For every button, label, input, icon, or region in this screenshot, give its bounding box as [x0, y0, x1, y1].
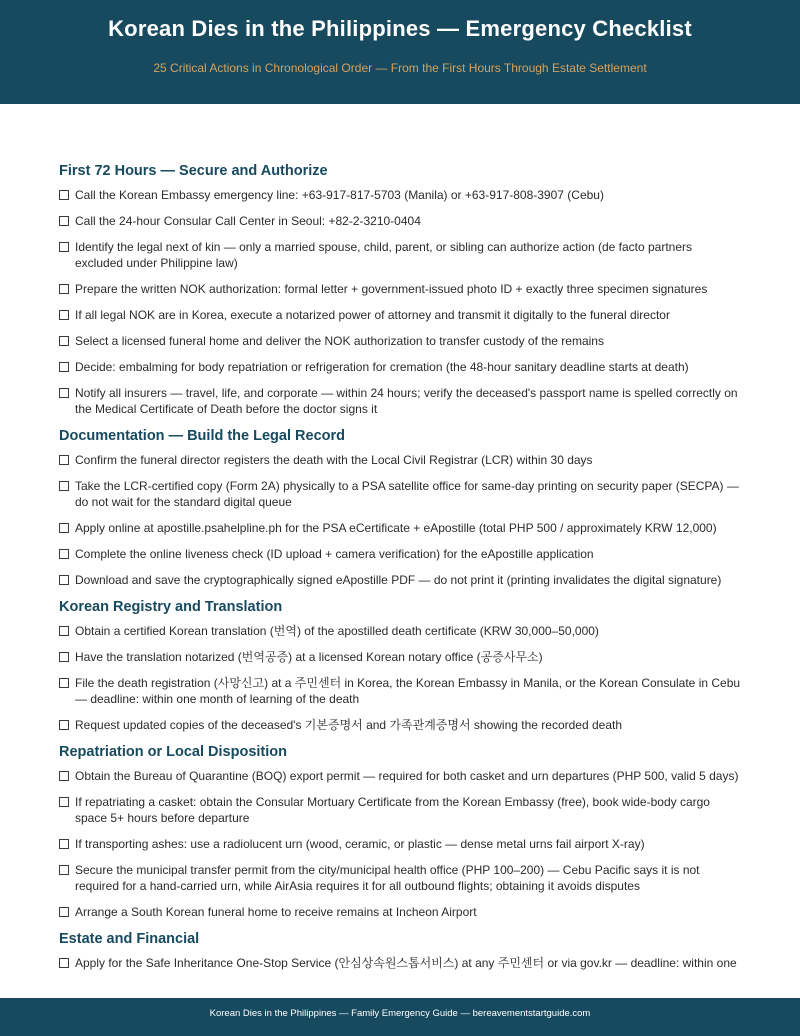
checkbox-icon[interactable]: [59, 652, 69, 662]
checklist-item: [59, 520, 743, 536]
checklist-section: [59, 162, 743, 417]
checklist-item-text: Have the translation notarized (번역공증) at a licensed Korean notary office (공증사무소): [75, 650, 543, 664]
checklist-item: [59, 478, 743, 510]
section-title: First 72 Hours — Secure and Authorize: [59, 163, 328, 179]
checklist-item: [59, 623, 743, 639]
checklist-item: [59, 187, 743, 203]
checkbox-icon[interactable]: [59, 481, 69, 491]
checklist-items: [59, 955, 743, 971]
checklist-item-text: Call the 24-hour Consular Call Center in Seoul: +82-2-3210-0404: [75, 214, 421, 228]
checklist-content: [59, 162, 743, 981]
checklist-item-text: Obtain a certified Korean translation (번역) of the apostilled death certificate (KRW 30,000–50,000): [75, 624, 599, 638]
page-header: [0, 0, 800, 104]
checklist-section: [59, 598, 743, 733]
footer-text: Korean Dies in the Philippines — Family Emergency Guide — bereavementstartguide.com: [209, 1008, 591, 1019]
checklist-item: [59, 333, 743, 349]
checklist-item-text: Arrange a South Korean funeral home to receive remains at Incheon Airport: [75, 905, 477, 919]
checklist-item: [59, 546, 743, 562]
checklist-item-text: Prepare the written NOK authorization: formal letter + government-issued photo ID + exactly three specimen signatures: [75, 282, 708, 296]
checklist-item-text: Obtain the Bureau of Quarantine (BOQ) export permit — required for both casket and urn departures (PHP 500, valid 5 days): [75, 769, 739, 783]
checkbox-icon[interactable]: [59, 720, 69, 730]
checklist-item: [59, 768, 743, 784]
checkbox-icon[interactable]: [59, 284, 69, 294]
section-title: Korean Registry and Translation: [59, 599, 283, 615]
checkbox-icon[interactable]: [59, 797, 69, 807]
checklist-item: [59, 649, 743, 665]
checkbox-icon[interactable]: [59, 771, 69, 781]
checklist-item-text: Call the Korean Embassy emergency line: +63-917-817-5703 (Manila) or +63-917-808-3907 (Cebu): [75, 188, 604, 202]
checklist-items: [59, 623, 743, 733]
checklist-item: [59, 452, 743, 468]
checklist-item: [59, 717, 743, 733]
checkbox-icon[interactable]: [59, 575, 69, 585]
checkbox-icon[interactable]: [59, 242, 69, 252]
section-title: Documentation — Build the Legal Record: [59, 428, 345, 444]
checklist-item-text: Secure the municipal transfer permit from the city/municipal health office (PHP 100–200) — Cebu Pacific says it is not required for a hand-carried urn, while AirAsia requires it for all outbound flights; obtaining it avoids disputes: [75, 863, 700, 893]
checkbox-icon[interactable]: [59, 958, 69, 968]
checklist-item: [59, 836, 743, 852]
checkbox-icon[interactable]: [59, 907, 69, 917]
page-footer: [0, 998, 800, 1036]
checkbox-icon[interactable]: [59, 626, 69, 636]
checklist-item: [59, 385, 743, 417]
checklist-item: [59, 862, 743, 894]
checklist-item-text: File the death registration (사망신고) at a 주민센터 in Korea, the Korean Embassy in Manila, or the Korean Consulate in Cebu — deadline: within one month of learning of the death: [75, 676, 741, 706]
checklist-item: [59, 281, 743, 297]
checklist-item-text: Select a licensed funeral home and deliver the NOK authorization to transfer custody of the remains: [75, 334, 604, 348]
checkbox-icon[interactable]: [59, 523, 69, 533]
checklist-item-text: Download and save the cryptographically signed eApostille PDF — do not print it (printing invalidates the digital signature): [75, 573, 722, 587]
checklist-item-text: If repatriating a casket: obtain the Consular Mortuary Certificate from the Korean Embassy (free), book wide-body cargo space 5+ hours before departure: [75, 795, 710, 825]
checklist-item: [59, 675, 743, 707]
checkbox-icon[interactable]: [59, 678, 69, 688]
section-title: Repatriation or Local Disposition: [59, 744, 287, 760]
checklist-item-text: If all legal NOK are in Korea, execute a notarized power of attorney and transmit it digitally to the funeral director: [75, 308, 670, 322]
checkbox-icon[interactable]: [59, 549, 69, 559]
checklist-item: [59, 904, 743, 920]
checklist-item-text: Request updated copies of the deceased's 기본증명서 and 가족관계증명서 showing the recorded death: [75, 718, 623, 732]
checklist-items: [59, 187, 743, 417]
section-title: Estate and Financial: [59, 931, 200, 947]
checklist-section: [59, 427, 743, 588]
checklist-item-text: Complete the online liveness check (ID upload + camera verification) for the eApostille application: [75, 547, 594, 561]
checklist-section: [59, 930, 743, 971]
checkbox-icon[interactable]: [59, 455, 69, 465]
checklist-item-text: Apply for the Safe Inheritance One-Stop Service (안심상속원스톱서비스) at any 주민센터 or via gov.kr — deadline: within one: [75, 956, 737, 970]
checkbox-icon[interactable]: [59, 362, 69, 372]
checkbox-icon[interactable]: [59, 839, 69, 849]
checkbox-icon[interactable]: [59, 388, 69, 398]
checkbox-icon[interactable]: [59, 336, 69, 346]
page-subtitle: 25 Critical Actions in Chronological Order — From the First Hours Through Estate Settlement: [153, 61, 647, 75]
checkbox-icon[interactable]: [59, 216, 69, 226]
checkbox-icon[interactable]: [59, 310, 69, 320]
checklist-item-text: Notify all insurers — travel, life, and corporate — within 24 hours; verify the deceased's passport name is spelled correctly on the Medical Certificate of Death before the doctor signs it: [75, 386, 738, 416]
checklist-item-text: Take the LCR-certified copy (Form 2A) physically to a PSA satellite office for same-day printing on security paper (SECPA) — do not wait for the standard digital queue: [75, 479, 739, 509]
checklist-item-text: If transporting ashes: use a radiolucent urn (wood, ceramic, or plastic — dense metal urns fail airport X-ray): [75, 837, 645, 851]
checklist-item: [59, 955, 743, 971]
checklist-item-text: Decide: embalming for body repatriation or refrigeration for cremation (the 48-hour sanitary deadline starts at death): [75, 360, 689, 374]
checklist-item: [59, 239, 743, 271]
page-title: Korean Dies in the Philippines — Emergency Checklist: [108, 16, 692, 41]
checklist-section: [59, 743, 743, 920]
checklist-item-text: Confirm the funeral director registers the death with the Local Civil Registrar (LCR) within 30 days: [75, 453, 593, 467]
checklist-item: [59, 572, 743, 588]
checklist-item: [59, 213, 743, 229]
checklist-item: [59, 359, 743, 375]
checklist-items: [59, 452, 743, 588]
checklist-item-text: Identify the legal next of kin — only a married spouse, child, parent, or sibling can authorize action (de facto partners excluded under Philippine law): [75, 240, 693, 270]
checkbox-icon[interactable]: [59, 865, 69, 875]
checklist-item: [59, 307, 743, 323]
checklist-item-text: Apply online at apostille.psahelpline.ph for the PSA eCertificate + eApostille (total PHP 500 / approximately KRW 12,000): [75, 521, 717, 535]
checkbox-icon[interactable]: [59, 190, 69, 200]
checklist-item: [59, 794, 743, 826]
checklist-items: [59, 768, 743, 920]
